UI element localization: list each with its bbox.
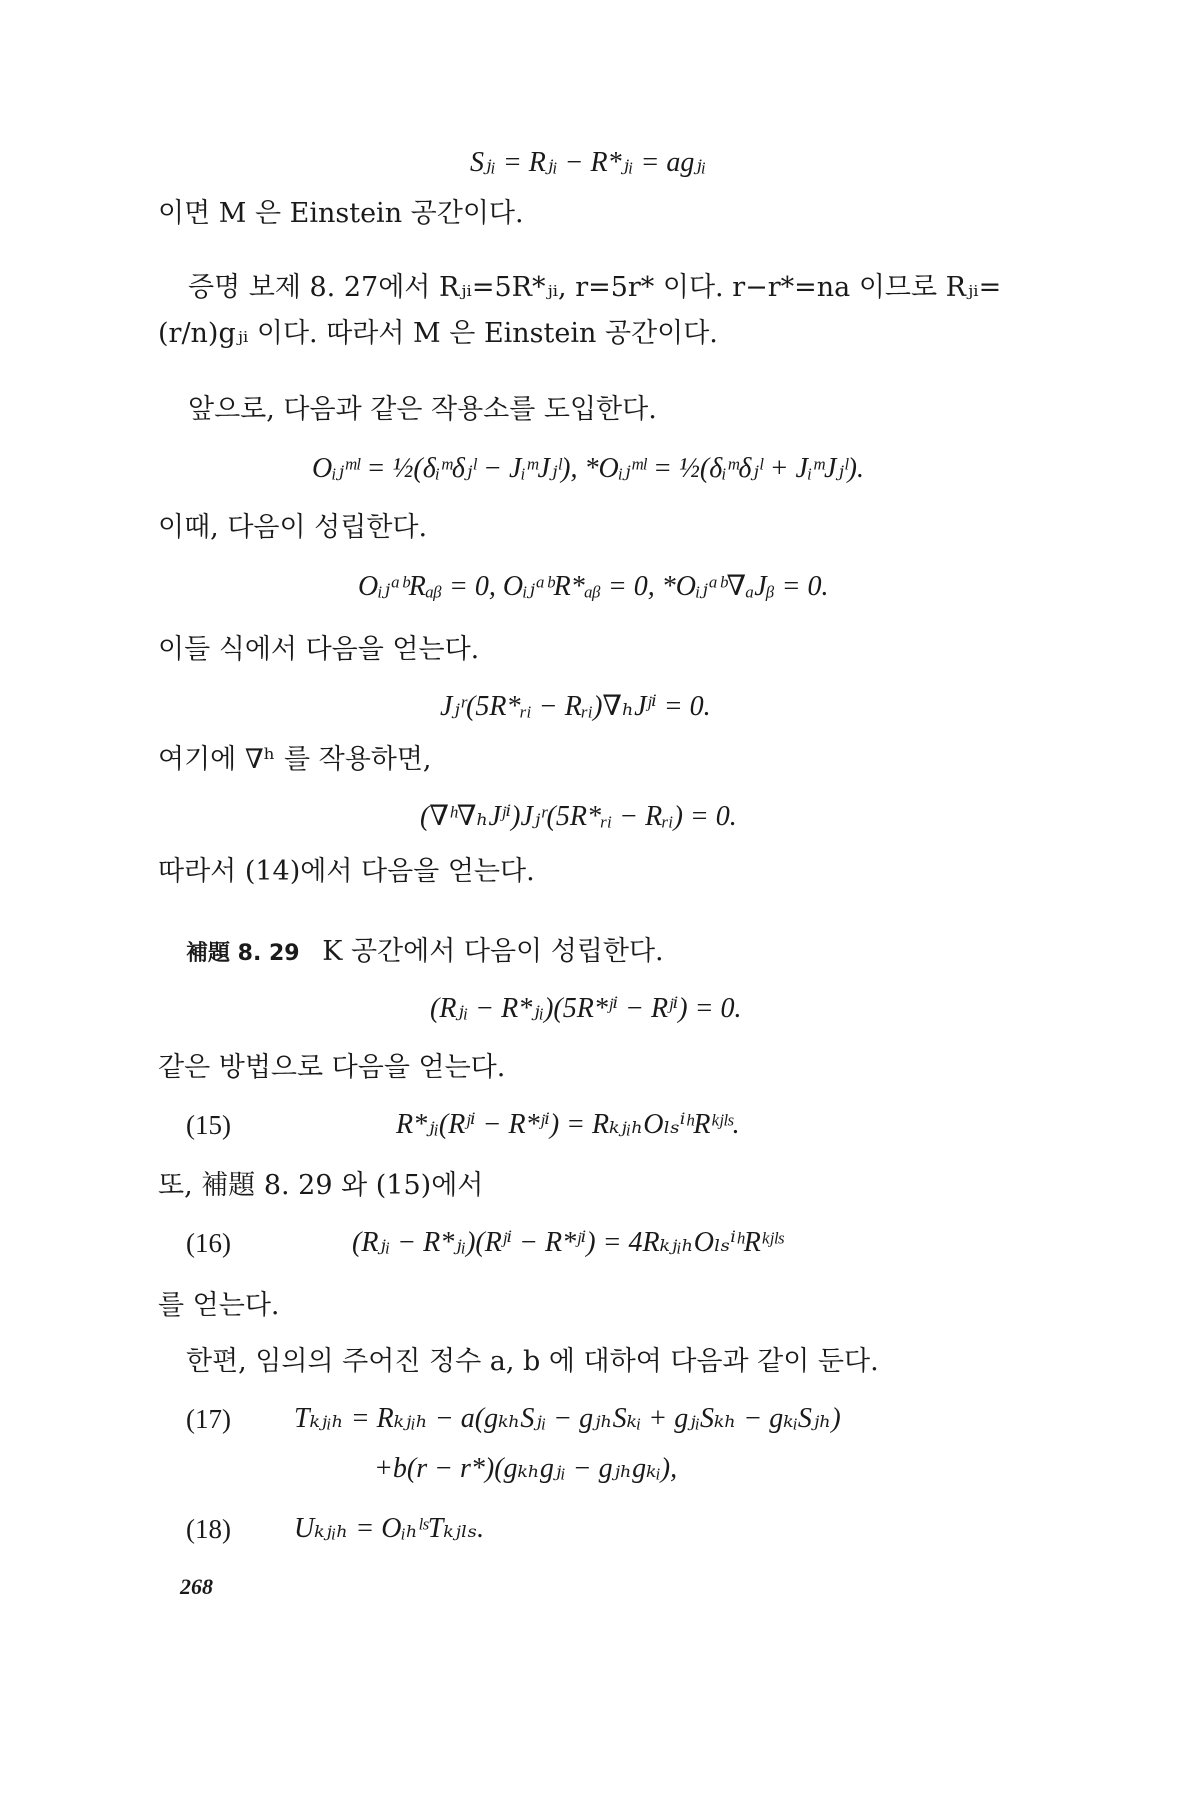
intro-operator-text: 앞으로, 다음과 같은 작용소를 도입한다. [188, 394, 657, 425]
equation-nabla-applied: (∇ʰ∇ₕJʲⁱ)Jⱼʳ(5R*ᵣᵢ − Rᵣᵢ) = 0. [420, 801, 737, 832]
equation-operators: Oᵢⱼᵐˡ = ½(δᵢᵐδⱼˡ − JᵢᵐJⱼˡ), *Oᵢⱼᵐˡ = ½(δᵢᵐδⱼˡ + JᵢᵐJⱼˡ). [312, 453, 864, 484]
then-holds-text: 이때, 다음이 성립한다. [158, 512, 428, 543]
proof-line-1: 증명 보제 8. 27에서 Rⱼᵢ=5R*ⱼᵢ, r=5r* 이다. r−r*=na 이므로 Rⱼᵢ= [188, 272, 1002, 303]
on-other-hand-text: 한편, 임의의 주어진 정수 a, b 에 대하여 다음과 같이 둔다. [186, 1346, 879, 1377]
equation-17-number: (17) [186, 1404, 231, 1434]
then-einstein-text: 이면 M 은 Einstein 공간이다. [158, 198, 524, 229]
equation-16-number: (16) [186, 1228, 231, 1258]
therefore-14-text: 따라서 (14)에서 다음을 얻는다. [158, 856, 535, 887]
equation-sji-einstein: Sⱼᵢ = Rⱼᵢ − R*ⱼᵢ = agⱼᵢ [470, 147, 707, 178]
proof-line-2: (r/n)gⱼᵢ 이다. 따라서 M 은 Einstein 공간이다. [158, 318, 718, 349]
equation-16: (Rⱼᵢ − R*ⱼᵢ)(Rʲⁱ − R*ʲⁱ) = 4RₖⱼᵢₕOₗₛⁱʰRᵏʲˡˢ [352, 1227, 784, 1258]
equation-j-5r: Jⱼʳ(5R*ᵣᵢ − Rᵣᵢ)∇ₕJʲⁱ = 0. [440, 691, 711, 722]
also-from-text: 또, 補題 8. 29 와 (15)에서 [158, 1170, 484, 1201]
equation-15: R*ⱼᵢ(Rʲⁱ − R*ʲⁱ) = RₖⱼᵢₕOₗₛⁱʰRᵏʲˡˢ. [396, 1109, 740, 1140]
lemma-heading [186, 936, 664, 968]
apply-nabla-text: 여기에 ∇ʰ 를 작용하면, [158, 744, 432, 775]
equation-zero-three: OᵢⱼᵃᵇRₐᵦ = 0, OᵢⱼᵃᵇR*ₐᵦ = 0, *Oᵢⱼᵃᵇ∇ₐJᵦ = 0. [358, 571, 829, 602]
page-number: 268 [180, 1574, 213, 1599]
equation-15-number: (15) [186, 1110, 231, 1140]
equation-17-line-2: +b(r − r*)(gₖₕgⱼᵢ − gⱼₕgₖᵢ), [374, 1453, 678, 1484]
equation-lemma: (Rⱼᵢ − R*ⱼᵢ)(5R*ʲⁱ − Rʲⁱ) = 0. [430, 993, 742, 1024]
same-method-text: 같은 방법으로 다음을 얻는다. [158, 1052, 506, 1083]
from-these-text: 이들 식에서 다음을 얻는다. [158, 634, 480, 665]
equation-18: Uₖⱼᵢₕ = OᵢₕˡˢTₖⱼₗₛ. [294, 1513, 485, 1544]
lemma-text: K 공간에서 다음이 성립한다. [322, 936, 664, 967]
equation-18-number: (18) [186, 1514, 231, 1544]
obtain-text: 를 얻는다. [158, 1290, 280, 1321]
equation-17-line-1: Tₖⱼᵢₕ = Rₖⱼᵢₕ − a(gₖₕSⱼᵢ − gⱼₕSₖᵢ + gⱼᵢSₖₕ − gₖᵢSⱼₕ) [294, 1403, 841, 1434]
lemma-label: 補題 8. 29 [186, 941, 300, 966]
